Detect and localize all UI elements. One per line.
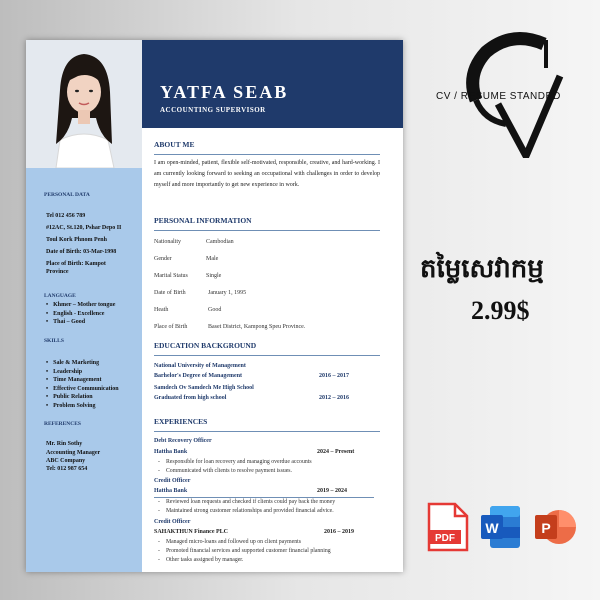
experience-company: Hattha Bank <box>154 488 188 494</box>
svg-text:PDF: PDF <box>435 533 455 544</box>
experience-bullet: - Managed micro-loans and followed up on client payments <box>158 539 301 545</box>
language-list <box>46 301 115 327</box>
language-item: • Thai – Good <box>46 318 115 327</box>
personal-info-key: Gender <box>154 256 172 262</box>
personal-info-value: Cambodian <box>206 239 234 245</box>
language-item: • English - Excellence <box>46 310 115 319</box>
experience-bullet: - Other tasks assigned by manager. <box>158 557 243 563</box>
experience-bullet: - Communicated with clients to resolve payment issues. <box>158 468 292 474</box>
personal-info-value: Good <box>208 307 222 313</box>
education-years: 2016 – 2017 <box>319 373 349 379</box>
skill-item: • Leadership <box>46 368 119 377</box>
price-label: តម្លៃសេវាកម្ម <box>420 254 544 284</box>
svg-text:W: W <box>485 520 499 536</box>
section-divider <box>154 497 374 498</box>
education-school: Samdech Ov Samdech Me High School <box>154 385 254 391</box>
skill-item: • Problem Solving <box>46 402 119 411</box>
personal-data-line: Tel 012 456 789 <box>46 213 86 219</box>
personal-info-key: Marital Status <box>154 273 188 279</box>
section-divider <box>154 154 380 155</box>
skill-item: • Sale & Marketing <box>46 359 119 368</box>
education-heading: EDUCATION BACKGROUND <box>154 341 257 350</box>
resume-header <box>142 40 403 128</box>
experience-bullet: - Reviewed loan requests and checked if clients could pay back the money <box>158 499 335 505</box>
education-school: National University of Management <box>154 363 246 369</box>
personal-info-key: Date of Birth <box>154 290 186 296</box>
language-item: • Khmer – Mother tongue <box>46 301 115 310</box>
experience-role: Credit Officer <box>154 478 191 484</box>
birthplace-line: Province <box>46 269 69 275</box>
logo-text: CV / RESUME STANDRD <box>436 91 561 102</box>
skill-item: • Effective Communication <box>46 385 119 394</box>
experience-role: Credit Officer <box>154 519 191 525</box>
experience-bullet: - Promoted financial services and supported customer financial planning <box>158 548 331 554</box>
skills-list <box>46 359 119 411</box>
personal-info-key: Nationality <box>154 239 181 245</box>
education-years: 2012 – 2016 <box>319 395 349 401</box>
personal-info-value: Single <box>206 273 222 279</box>
about-text: I am open-minded, patient, flexible self-motivated, responsible, creative, and hard-working. I am currently looking forward to seeking an occupational with challenges in order to develop myself and more importantly to get new experience in work. <box>154 160 380 188</box>
personal-data-line: #12AC, St.120, Pshar Depo II <box>46 225 122 231</box>
skill-item: • Public Relation <box>46 393 119 402</box>
experience-company: Hattha Bank <box>154 449 188 455</box>
education-degree: Barhelor's Degree of Management <box>154 373 243 379</box>
personal-info-key: Place of Birth <box>154 324 188 330</box>
personal-info-key: Heath <box>154 307 169 313</box>
personal-data-line: Date of Birth: 03-Mar-1998 <box>46 249 117 255</box>
resume-job-title: ACCOUNTING SUPERVISOR <box>160 106 266 114</box>
resume-page <box>26 40 403 572</box>
section-divider <box>154 230 380 231</box>
references-heading: REFERENCES <box>44 421 81 427</box>
svg-text:P: P <box>541 520 551 536</box>
about-heading: ABOUT ME <box>154 140 195 149</box>
personal-data-line: Toul Kork Phnom Penh <box>46 237 107 243</box>
experience-years: 2019 – 2024 <box>317 488 347 494</box>
powerpoint-icon <box>533 502 577 557</box>
personal-info-value: Male <box>206 256 219 262</box>
experience-bullet: - Responsible for loan recovery and managing overdue accounts <box>158 459 312 465</box>
experience-role: Debt Recovery Officer <box>154 438 212 444</box>
reference-line: ABC Company <box>46 458 86 464</box>
experiences-heading: EXPERIENCES <box>154 417 208 426</box>
section-divider <box>154 355 380 356</box>
word-icon <box>480 502 522 557</box>
skill-item: • Time Management <box>46 376 119 385</box>
personal-info-value: Baset District, Kampong Speu Province. <box>208 324 306 330</box>
education-degree: Graduated from high school <box>154 395 227 401</box>
reference-line: Mr. Rin Sothy <box>46 441 83 447</box>
experience-bullet: - Maintained strong customer relationships and provided financial advice. <box>158 508 334 514</box>
personal-info-heading: PERSONAL INFORMATION <box>154 216 252 225</box>
experience-years: 2024 – Present <box>317 449 355 455</box>
pdf-icon <box>427 502 469 557</box>
reference-line: Accounting Manager <box>46 450 101 456</box>
reference-line: Tel: 012 987 654 <box>46 466 88 472</box>
resume-name: YATFA SEAB <box>160 82 289 102</box>
personal-data-heading: PERSONAL DATA <box>44 192 90 198</box>
section-divider <box>154 431 380 432</box>
experience-years: 2016 – 2019 <box>324 529 354 535</box>
birthplace-line: Place of Birth: Kampot <box>46 261 106 267</box>
experience-company: SAHAKTHUN Finance PLC <box>154 529 229 535</box>
price-value: 2.99$ <box>471 296 530 325</box>
profile-photo <box>26 40 142 168</box>
skills-heading: SKILLS <box>44 338 64 344</box>
language-heading: LANGUAGE <box>44 293 76 299</box>
personal-info-value: January 1, 1995 <box>208 290 247 296</box>
